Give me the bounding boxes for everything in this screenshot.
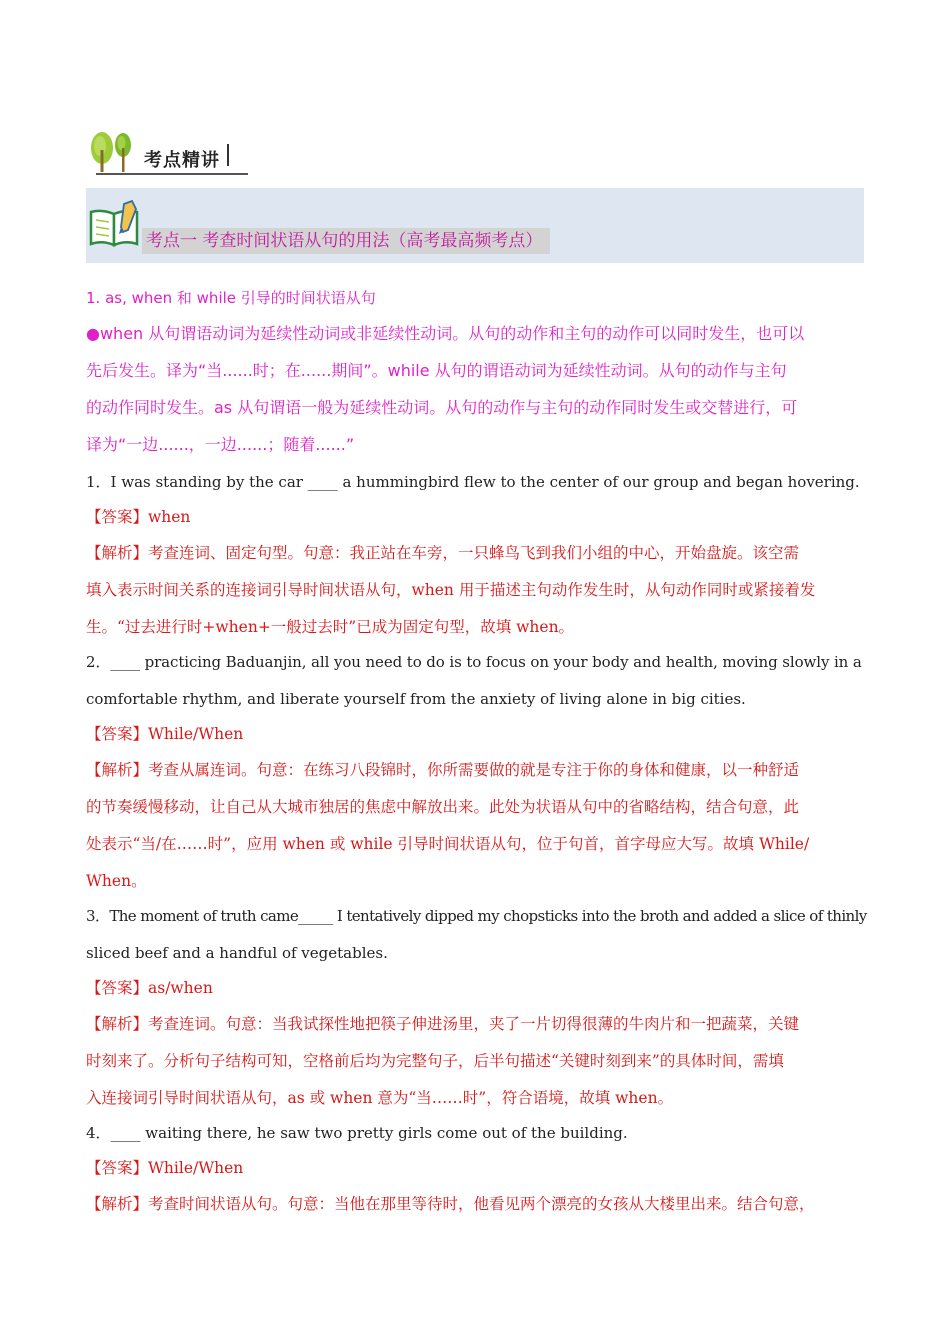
text-cursor (227, 144, 229, 166)
question-3-analysis: 【解析】考查连词。句意：当我试探性地把筷子伸进汤里，夹了一片切得很薄的牛肉片和一把蔬菜，关键 (86, 1015, 800, 1033)
section-header-title: 考点精讲 (144, 150, 220, 171)
topic-title: 考点一 考查时间状语从句的用法（高考最高频考点） (142, 228, 550, 254)
question-1-text: 1．I was standing by the car ____ a hummingbird flew to the center of our group and began hovering. (86, 473, 860, 491)
header-underline (96, 173, 248, 175)
question-1-analysis: 【解析】考查连词、固定句型。句意：我正站在车旁，一只蜂鸟飞到我们小组的中心，开始盘旋。该空需 (86, 544, 800, 562)
tree-icon (86, 128, 142, 174)
question-4-answer: 【答案】While/When (86, 1159, 244, 1177)
question-2-text: 2．____ practicing Baduanjin, all you need to do is to focus on your body and health, moving slowly in a (86, 653, 862, 671)
question-4-analysis: 【解析】考查时间状语从句。句意：当他在那里等待时，他看见两个漂亮的女孩从大楼里出来。结合句意， (86, 1195, 815, 1213)
question-1-answer: 【答案】when (86, 508, 191, 526)
question-2-analysis: 【解析】考查从属连词。句意：在练习八段锦时，你所需要做的就是专注于你的身体和健康，以一种舒适 (86, 761, 800, 779)
question-4-text: 4．____ waiting there, he saw two pretty girls come out of the building. (86, 1124, 628, 1142)
intro-line: 先后发生。译为“当......时；在......期间”。while 从句的谓语动词为延续性动词。从句的动作与主句 (86, 361, 787, 380)
question-3-answer: 【答案】as/when (86, 979, 213, 997)
question-3-text: sliced beef and a handful of vegetables. (86, 944, 388, 962)
question-2-analysis: When。 (86, 872, 147, 890)
book-pen-icon (88, 200, 142, 250)
question-3-analysis: 入连接词引导时间状语从句，as 或 when 意为“当……时”，符合语境，故填 when。 (86, 1089, 674, 1107)
intro-line: 的动作同时发生。as 从句谓语一般为延续性动词。从句的动作与主句的动作同时发生或交替进行，可 (86, 398, 798, 417)
question-1-analysis: 生。“过去进行时+when+一般过去时”已成为固定句型，故填 when。 (86, 618, 575, 636)
question-1-analysis: 填入表示时间关系的连接词引导时间状语从句，when 用于描述主句动作发生时，从句动作同时或紧接着发 (86, 581, 816, 599)
question-2-analysis: 的节奏缓慢移动，让自己从大城市独居的焦虑中解放出来。此处为状语从句中的省略结构，结合句意，此 (86, 798, 800, 816)
intro-line: 译为“一边......，一边......；随着......” (86, 435, 355, 454)
section-header (86, 128, 248, 178)
question-2-analysis: 处表示“当/在……时”，应用 when 或 while 引导时间状语从句，位于句首，首字母应大写。故填 While/ (86, 835, 810, 853)
question-3-analysis: 时刻来了。分析句子结构可知，空格前后均为完整句子，后半句描述“关键时刻到来”的具体时间，需填 (86, 1052, 784, 1070)
question-2-text: comfortable rhythm, and liberate yourself from the anxiety of living alone in big cities. (86, 690, 746, 708)
question-3-text: 3．The moment of truth came_____ I tentatively dipped my chopsticks into the broth and added a slice of thinly (86, 907, 867, 925)
intro-heading: 1. as, when 和 while 引导的时间状语从句 (86, 289, 376, 307)
intro-line: ●when 从句谓语动词为延续性动词或非延续性动词。从句的动作和主句的动作可以同时发生，也可以 (86, 324, 805, 343)
question-2-answer: 【答案】While/When (86, 725, 244, 743)
topic-banner (86, 188, 864, 263)
